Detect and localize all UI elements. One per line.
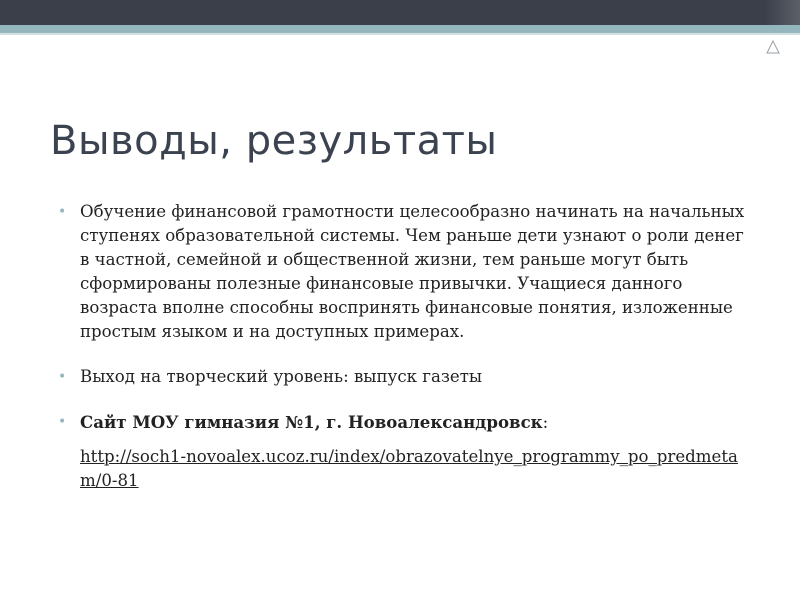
slide-content	[58, 200, 758, 493]
site-label-colon: :	[542, 413, 549, 432]
accent-bar	[0, 25, 800, 33]
corner-decoration	[764, 0, 800, 25]
bullet-text: Обучение финансовой грамотности целесообразно начинать на начальных ступенях образовательной системы. Чем раньше дети узнают о роли денег в частной, семейной и общественной жизни, тем раньше могут быть сформированы полезные финансовые привычки. Учащиеся данного возраста вполне способны воспринять финансовые понятия, изложенные простым языком и на доступных примерах.	[80, 202, 745, 341]
triangle-icon	[766, 40, 780, 54]
site-link[interactable]: http://soch1-novoalex.ucoz.ru/index/obrazovatelnye_programmy_po_predmetam/0-81	[80, 447, 738, 490]
bullet-text: Выход на творческий уровень: выпуск газеты	[80, 367, 483, 386]
bullet-item	[58, 410, 758, 435]
header-bar	[0, 0, 800, 25]
bullet-item	[58, 200, 758, 344]
slide-title: Выводы, результаты	[50, 118, 498, 164]
bullet-icon: •	[58, 369, 67, 385]
bullet-icon: •	[58, 204, 67, 220]
divider-line	[0, 33, 800, 35]
bullet-icon: •	[58, 414, 67, 430]
url-block	[58, 445, 744, 493]
bullet-item	[58, 365, 758, 389]
site-label: Сайт МОУ гимназия №1, г. Новоалександровск	[80, 412, 543, 432]
